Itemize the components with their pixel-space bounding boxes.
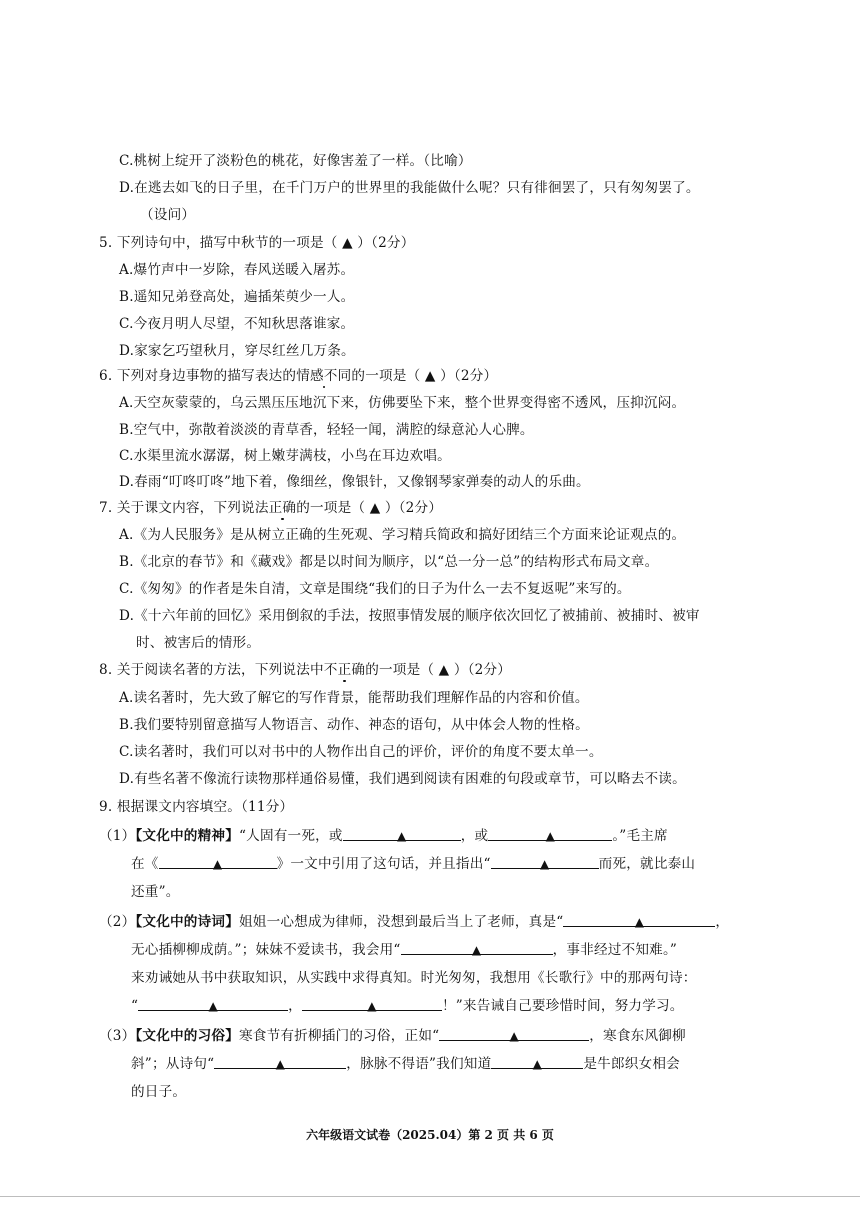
q9-2-line2 [131,940,677,960]
triangle-icon: ▲ [397,829,407,843]
option-8d: D.有些名著不像流行读物那样通俗易懂，我们遇到阅读有困难的句段或章节，可以略去不读。 [119,771,686,787]
triangle-icon: ▲ [532,1057,543,1071]
question-6-suffix: 的一项是（ ▲ ）（2分） [351,368,498,384]
q9-3-text: 是牛郎织女相会 [583,1056,680,1072]
q9-3-text: ，脉脉不得语”我们知道 [346,1056,492,1072]
q9-3-text: 寒食节有折柳插门的习俗，正如“ [239,1028,440,1044]
q9-1-line3: 还重”。 [131,884,180,900]
option-6d: D.春雨“叮咚叮咚”地下着，像细丝，像银针，又像钢琴家弹奏的动人的乐曲。 [119,474,590,490]
q9-1-line2 [131,854,695,874]
triangle-icon: ▲ [471,943,482,957]
q9-3-line2 [131,1054,680,1074]
option-8b: B.我们要特别留意描写人物语言、动作、神态的语句，从中体会人物的性格。 [119,717,589,733]
q9-3-line1 [99,1026,686,1046]
q9-2-text: “ [131,998,139,1014]
question-8-emphasis: 不正确 [323,662,366,678]
q9-3-text: ，寒食东风御柳 [589,1028,686,1044]
option-6b: B.空气中，弥散着淡淡的青草香，轻轻一闻，满腔的绿意沁人心脾。 [119,422,534,438]
question-6 [99,366,497,386]
q9-3-line3: 的日子。 [131,1084,187,1100]
q9-1-tag: 【文化中的精神】 [135,828,239,844]
question-6-emphasis: 情感不同 [296,368,352,384]
answer-blank[interactable] [491,854,599,869]
triangle-icon: ▲ [208,999,218,1013]
option-4c: C.桃树上绽开了淡粉色的桃花，好像害羞了一样。（比喻） [119,153,472,169]
option-8c: C.读名著时，我们可以对书中的人物作出自己的评价，评价的角度不要太单一。 [119,744,603,760]
page-footer: 六年级语文试卷（2025.04）第 2 页 共 6 页 [306,1128,554,1142]
question-8-prefix: 8. 关于阅读名著的方法，下列说法中 [99,662,324,678]
option-4d: D.在逃去如飞的日子里，在千门万户的世界里的我能做什么呢？只有徘徊罢了，只有匆匆罢了。 [119,180,700,196]
answer-blank[interactable] [563,912,715,927]
q9-1-text: 。”毛主席 [612,828,668,844]
q9-2-text: ， [715,914,730,930]
q9-3-text: 斜”；从诗句“ [131,1056,215,1072]
answer-blank[interactable] [491,1054,583,1069]
answer-blank[interactable] [439,1026,589,1041]
question-7-suffix: 的一项是（ ▲ ）（2分） [296,500,443,516]
q9-2-text: 姐姐一心想成为律师，没想到最后当上了老师，真是“ [239,914,564,930]
option-4d-cont: （设问） [140,207,196,223]
q9-1-text: ，或 [460,828,489,844]
answer-blank[interactable] [343,826,461,841]
option-6a: A.天空灰蒙蒙的，乌云黑压压地沉下来，仿佛要坠下来，整个世界变得密不透风，压抑沉闷。 [119,395,686,411]
q9-3-tag: 【文化中的习俗】 [135,1028,239,1044]
q9-2-text: 无心插柳柳成荫。”；妹妹不爱读书，我会用“ [131,942,401,958]
answer-blank[interactable] [138,996,288,1011]
question-7-prefix: 7. 关于课文内容，下列说法 [99,500,269,516]
q9-2-line1 [99,912,729,932]
triangle-icon: ▲ [509,1029,519,1043]
question-7 [99,498,442,518]
option-7c: C.《匆匆》的作者是朱自清，文章是围绕“我们的日子为什么一去不复返呢”来写的。 [119,581,631,597]
option-5b: B.遥知兄弟登高处，遍插茱萸少一人。 [119,289,355,305]
triangle-icon: ▲ [539,857,550,871]
triangle-icon: ▲ [545,829,556,843]
q9-2-line3: 来劝诫她从书中获取知识，从实践中求得真知。时光匆匆，我想用《长歌行》中的那两句诗： [131,970,697,986]
triangle-icon: ▲ [634,915,645,929]
option-7b: B.《北京的春节》和《藏戏》都是以时间为顺序，以“总一分一总”的结构形式布局文章。 [119,554,659,570]
question-8 [99,660,511,680]
answer-blank[interactable] [159,854,277,869]
triangle-icon: ▲ [275,1057,285,1071]
option-8a: A.读名著时，先大致了解它的写作背景，能帮助我们理解作品的内容和价值。 [119,690,589,706]
q9-1-number: （1） [99,828,136,844]
answer-blank[interactable] [214,1054,346,1069]
q9-2-text: ，事非经过不知难。” [552,942,678,958]
q9-1-text: 》一文中引用了这句话，并且指出“ [276,856,491,872]
option-5d: D.家家乞巧望秋月，穿尽红丝几万条。 [119,343,355,359]
option-5c: C.今夜月明人尽望，不知秋思落谁家。 [119,316,355,332]
option-7a: A.《为人民服务》是从树立正确的生死观、学习精兵简政和搞好团结三个方面来论证观点的。 [119,527,686,543]
q9-2-text: ！”来告诫自己要珍惜时间，努力学习。 [441,998,684,1014]
option-7d: D.《十六年前的回忆》采用倒叙的手法，按照事情发展的顺序依次回忆了被捕前、被捕时、被审 [119,608,700,624]
q9-3-number: （3） [99,1028,136,1044]
question-6-prefix: 6. 下列对身边事物的描写表达的 [99,368,297,384]
q9-2-line4 [131,996,684,1016]
triangle-icon: ▲ [367,999,377,1013]
q9-1-text: 而死，就比泰山 [598,856,696,872]
question-7-emphasis: 正确 [268,500,297,516]
answer-blank[interactable] [401,940,553,955]
q9-2-number: （2） [99,914,136,930]
triangle-icon: ▲ [212,857,223,871]
question-8-suffix: 的一项是（ ▲ ）（2分） [365,662,512,678]
option-6c: C.水渠里流水潺潺，树上嫩芽满枝，小鸟在耳边欢唱。 [119,448,451,464]
q9-2-tag: 【文化中的诗词】 [135,914,239,930]
q9-1-text: “人固有一死，或 [239,828,343,844]
q9-1-line1 [99,826,668,846]
q9-1-text: 在《 [131,856,159,872]
scan-edge-divider [0,1196,860,1197]
option-7d-cont: 时、被害后的情形。 [136,635,261,651]
answer-blank[interactable] [302,996,442,1011]
question-5: 5. 下列诗句中，描写中秋节的一项是（ ▲ ）（2分） [99,235,415,251]
option-5a: A.爆竹声中一岁除，春风送暖入屠苏。 [119,262,355,278]
question-9: 9. 根据课文内容填空。（11分） [99,799,294,815]
answer-blank[interactable] [488,826,612,841]
q9-2-text: ， [288,998,302,1014]
